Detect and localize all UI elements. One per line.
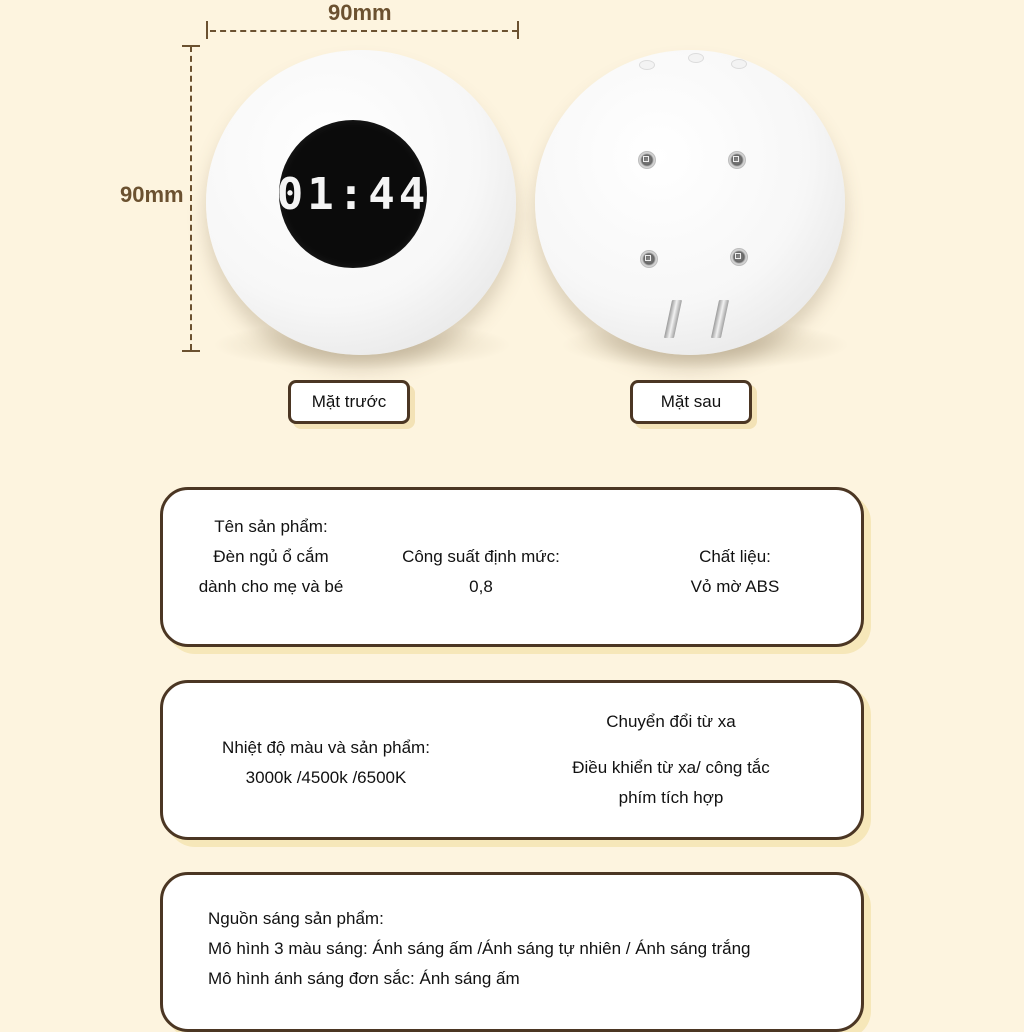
remote-switch-cell (531, 707, 811, 813)
spec-box-3 (160, 872, 864, 1032)
top-button-3 (731, 59, 747, 69)
back-label: Mặt sau (630, 380, 752, 424)
light-source-mono: Mô hình ánh sáng đơn sắc: Ánh sáng ấm (208, 969, 520, 988)
color-temp-cell (193, 733, 459, 793)
height-dimension-label: 90mm (120, 182, 184, 207)
rated-power-cell (371, 542, 591, 602)
product-name-title: Tên sản phẩm: (214, 517, 328, 536)
remote-switch-line1: Điều khiển từ xa/ công tắc (572, 758, 770, 777)
height-dimension-tick-top (182, 45, 200, 47)
front-lamp (206, 50, 516, 355)
remote-switch-title: Chuyển đổi từ xa (606, 712, 736, 731)
clock-digits: 01:44 (276, 168, 430, 220)
product-name-line2: dành cho mẹ và bé (198, 577, 344, 596)
material-cell (635, 542, 835, 602)
screw-icon (638, 151, 656, 169)
height-dimension-tick-bottom (182, 350, 200, 352)
screw-icon (640, 250, 658, 268)
plug-prong-left (664, 300, 682, 338)
plug-prong-right (711, 300, 729, 338)
color-temp-value: 3000k /4500k /6500K (245, 768, 407, 787)
screw-icon (730, 248, 748, 266)
product-name-line1: Đèn ngủ ổ cắm (213, 547, 329, 566)
product-name-cell (171, 512, 371, 602)
height-dimension-line (190, 46, 192, 350)
material-title: Chất liệu: (699, 547, 771, 566)
color-temp-title: Nhiệt độ màu và sản phẩm: (222, 738, 430, 757)
clock-display (276, 120, 430, 268)
width-dimension-tick-right (517, 21, 519, 39)
screw-icon (728, 151, 746, 169)
spec-box-1 (160, 487, 864, 647)
width-dimension-label: 90mm (328, 0, 392, 25)
spec-box-2 (160, 680, 864, 840)
width-dimension-line (210, 30, 518, 32)
light-source-three-color: Mô hình 3 màu sáng: Ánh sáng ấm /Ánh sáng tự nhiên / Ánh sáng trắng (208, 939, 751, 958)
front-label: Mặt trước (288, 380, 410, 424)
rated-power-value: 0,8 (469, 577, 493, 596)
top-button-2 (688, 53, 704, 63)
light-source-title: Nguồn sáng sản phẩm: (208, 909, 384, 928)
remote-switch-line2: phím tích hợp (618, 788, 724, 807)
width-dimension-tick-left (206, 21, 208, 39)
back-lamp (535, 50, 845, 355)
rated-power-title: Công suất định mức: (402, 547, 560, 566)
top-button-1 (639, 60, 655, 70)
material-value: Vỏ mờ ABS (690, 577, 780, 596)
